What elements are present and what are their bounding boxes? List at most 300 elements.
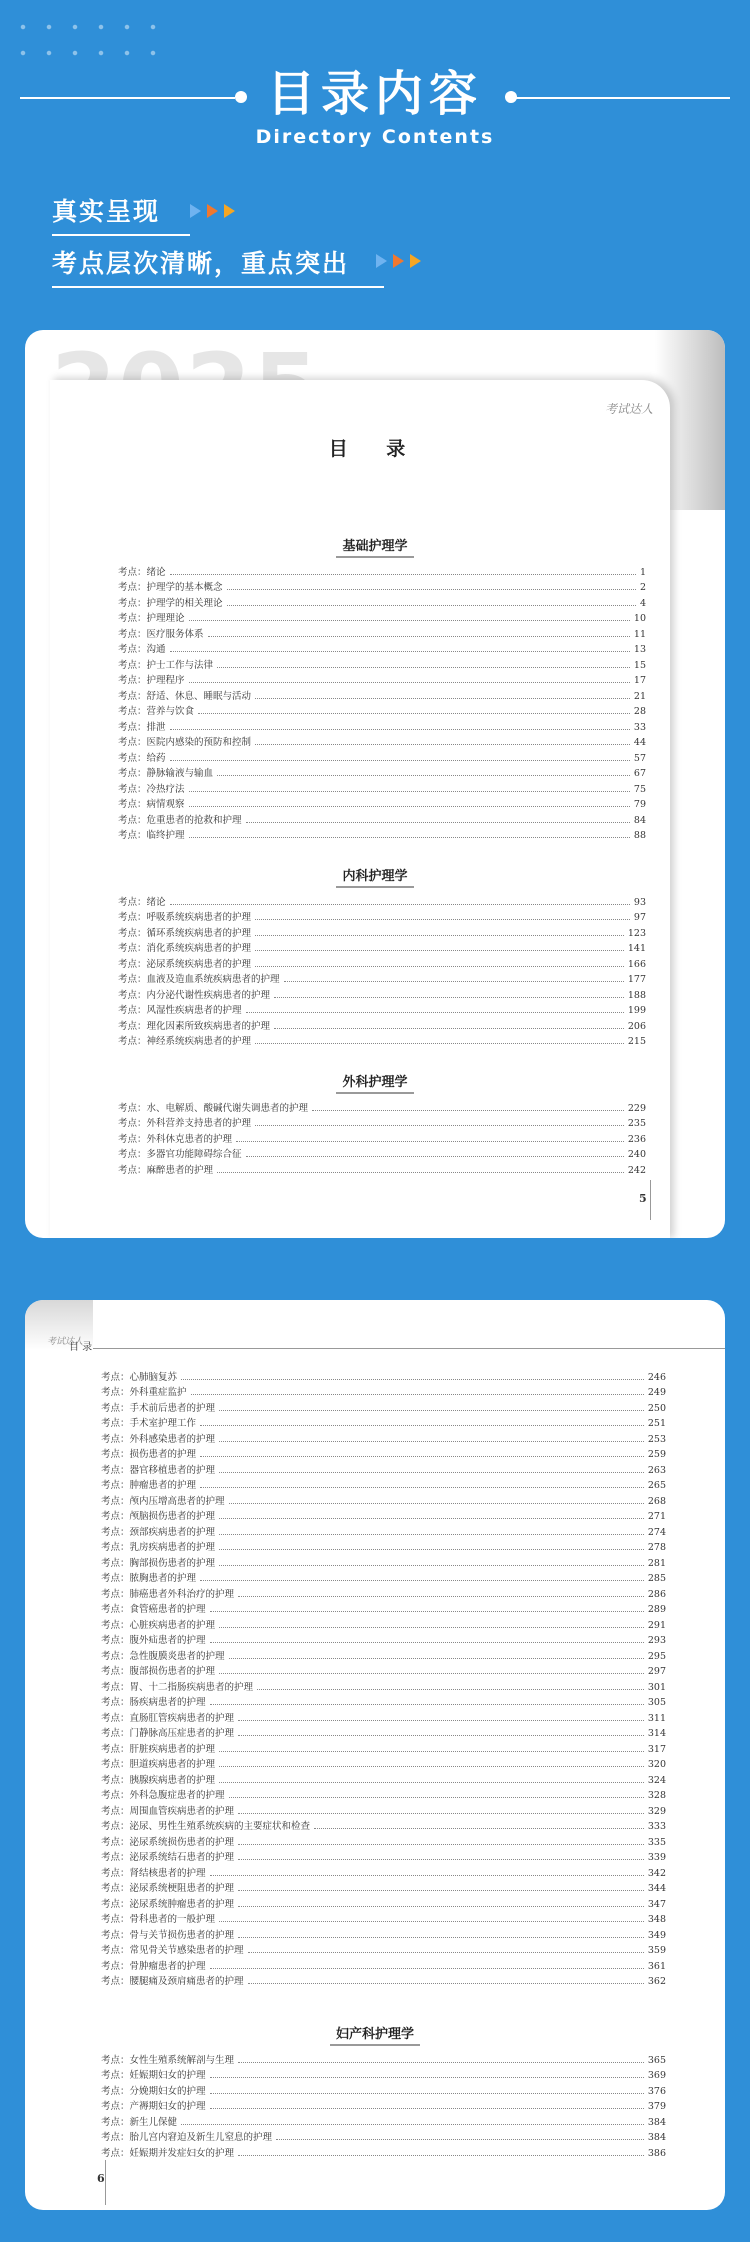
toc-entry-title: 病情观察 xyxy=(146,799,185,810)
toc-entry xyxy=(118,748,646,764)
toc-entry-page: 2 xyxy=(639,582,646,593)
toc-entry-page: 263 xyxy=(647,1464,666,1476)
toc-entry-prefix: 考点： xyxy=(101,1929,130,1941)
toc-entry-title: 外科营养支持患者的护理 xyxy=(146,1118,252,1129)
toc-list xyxy=(101,1367,666,1987)
dot-leader xyxy=(181,2124,644,2125)
toc-entry xyxy=(118,810,646,826)
dot-leader xyxy=(170,760,630,761)
dot-leader xyxy=(219,1565,644,1566)
toc-entry-prefix: 考点： xyxy=(101,1480,130,1491)
tag-1 xyxy=(52,192,160,228)
dot-leader xyxy=(238,1813,644,1814)
toc-entry-prefix: 考点： xyxy=(101,1976,130,1987)
page-title: 目录内容 xyxy=(266,66,483,122)
toc-entry-title: 给药 xyxy=(146,752,166,764)
toc-entry-page: 278 xyxy=(647,1542,666,1553)
toc-entry xyxy=(101,1460,666,1476)
toc-entry-prefix: 考点： xyxy=(101,1960,130,1972)
toc-entry-page: 305 xyxy=(647,1697,666,1708)
dot-leader xyxy=(238,2062,644,2063)
toc-entry xyxy=(101,1724,666,1740)
section-title: 外科护理学 xyxy=(25,1071,725,1090)
toc-entry-page: 57 xyxy=(633,752,646,764)
toc-entry-prefix: 考点： xyxy=(101,2070,130,2081)
toc-entry-title: 肾结核患者的护理 xyxy=(129,1867,206,1879)
toc-entry xyxy=(101,1801,666,1817)
toc-entry-title: 骨科患者的一般护理 xyxy=(129,1914,216,1925)
dot-leader xyxy=(200,1580,644,1581)
toc-list xyxy=(118,1098,646,1176)
toc-entry xyxy=(101,1507,666,1523)
dot-leader xyxy=(255,698,630,699)
toc-entry-page: 301 xyxy=(647,1681,666,1693)
toc-entry-prefix: 考点： xyxy=(118,737,147,748)
toc-entry-title: 骨与关节损伤患者的护理 xyxy=(129,1929,235,1941)
toc-entry-page: 386 xyxy=(647,2147,666,2159)
toc-entry-page: 384 xyxy=(647,2116,666,2128)
arrow-icon xyxy=(224,204,235,218)
toc-entry-page: 320 xyxy=(647,1759,666,1770)
toc-entry xyxy=(101,1941,666,1957)
toc-entry xyxy=(101,1414,666,1430)
dot-leader xyxy=(200,1456,644,1457)
toc-entry-page: 361 xyxy=(647,1960,666,1972)
toc-entry xyxy=(118,954,646,970)
toc-entry-title: 外科感染患者的护理 xyxy=(129,1433,216,1445)
toc-entry-prefix: 考点： xyxy=(101,1526,130,1538)
toc-entry-page: 384 xyxy=(647,2132,666,2143)
toc-entry-title: 心肺脑复苏 xyxy=(129,1371,178,1383)
toc-entry xyxy=(101,2097,666,2113)
toc-entry-prefix: 考点： xyxy=(118,582,147,593)
toc-entry-title: 骨肿瘤患者的护理 xyxy=(129,1960,206,1972)
toc-entry-title: 门静脉高压症患者的护理 xyxy=(129,1728,235,1739)
toc-entry-page: 199 xyxy=(627,1005,646,1016)
toc-entry xyxy=(101,1569,666,1585)
toc-entry xyxy=(118,717,646,733)
dot-leader xyxy=(217,1172,624,1173)
dot-leader xyxy=(210,1968,644,1969)
toc-entry xyxy=(118,1114,646,1130)
toc-entry-prefix: 考点： xyxy=(118,659,147,671)
toc-entry-page: 293 xyxy=(647,1635,666,1646)
toc-entry-title: 手术前后患者的护理 xyxy=(129,1402,216,1414)
toc-entry-page: 236 xyxy=(627,1133,646,1145)
toc-entry-prefix: 考点： xyxy=(101,1914,130,1925)
dot-leader xyxy=(170,574,636,575)
toc-entry-prefix: 考点： xyxy=(101,1898,130,1910)
toc-entry-title: 泌尿、男性生殖系统疾病的主要症状和检查 xyxy=(129,1821,311,1832)
page-rule xyxy=(650,1180,651,1220)
toc-entry-title: 肿瘤患者的护理 xyxy=(129,1480,197,1491)
toc-entry-prefix: 考点： xyxy=(101,1790,130,1801)
dot-leader xyxy=(257,1689,644,1690)
toc-entry-title: 胸部损伤患者的护理 xyxy=(129,1557,216,1569)
section-title: 妇产科护理学 xyxy=(25,2023,725,2042)
toc-entry xyxy=(101,1398,666,1414)
toc-entry xyxy=(118,671,646,687)
toc-entry-page: 359 xyxy=(647,1945,666,1956)
toc-entry-title: 医疗服务体系 xyxy=(146,628,204,640)
dot-leader xyxy=(189,682,630,683)
toc-entry-prefix: 考点： xyxy=(101,1681,130,1693)
running-head: 目 录 xyxy=(69,1342,93,1353)
toc-entry-prefix: 考点： xyxy=(118,830,147,841)
dot-leader xyxy=(248,1983,644,1984)
toc-entry-title: 水、电解质、酸碱代谢失调患者的护理 xyxy=(146,1102,309,1114)
toc-entry-prefix: 考点： xyxy=(101,1666,130,1677)
tag-2-label: 考点层次清晰，重点突出 xyxy=(52,249,350,278)
tag-1-arrows xyxy=(190,204,235,218)
toc-entry-page: 285 xyxy=(647,1573,666,1584)
toc-entry-prefix: 考点： xyxy=(118,1164,147,1176)
toc-entry xyxy=(118,970,646,986)
toc-entry xyxy=(101,1600,666,1616)
toc-entry-prefix: 考点： xyxy=(101,1774,130,1786)
toc-entry-page: 206 xyxy=(627,1020,646,1032)
toc-entry-title: 泌尿系统结石患者的护理 xyxy=(129,1852,235,1863)
toc-entry-prefix: 考点： xyxy=(118,644,147,655)
toc-entry-page: 240 xyxy=(627,1149,646,1160)
toc-entry-title: 食管癌患者的护理 xyxy=(129,1604,206,1615)
toc-entry-title: 产褥期妇女的护理 xyxy=(129,2101,206,2112)
dot-leader xyxy=(219,1627,644,1628)
toc-entry-prefix: 考点： xyxy=(101,1573,130,1584)
arrow-icon xyxy=(393,254,404,268)
toc-entry-title: 呼吸系统疾病患者的护理 xyxy=(146,912,252,923)
toc-entry-title: 危重患者的抢救和护理 xyxy=(146,814,242,826)
toc-entry-title: 新生儿保健 xyxy=(129,2116,178,2128)
toc-entry-page: 93 xyxy=(633,896,646,908)
toc-entry-title: 临终护理 xyxy=(146,830,185,841)
toc-entry xyxy=(101,1631,666,1647)
toc-entry-page: 177 xyxy=(627,974,646,985)
toc-entry xyxy=(101,1770,666,1786)
toc-entry-prefix: 考点： xyxy=(101,1511,130,1522)
toc-entry xyxy=(118,923,646,939)
toc-entry-page: 328 xyxy=(647,1790,666,1801)
toc-entry-page: 17 xyxy=(633,675,646,686)
toc-entry-title: 绪论 xyxy=(146,566,166,578)
toc-entry-prefix: 考点： xyxy=(118,613,147,624)
dot-leader xyxy=(238,1937,644,1938)
toc-entry-prefix: 考点： xyxy=(118,675,147,686)
toc-entry-page: 44 xyxy=(633,737,646,748)
toc-entry-prefix: 考点： xyxy=(118,1005,147,1016)
toc-entry-title: 舒适、休息、睡眠与活动 xyxy=(146,690,252,702)
toc-entry xyxy=(101,1817,666,1833)
toc-entry-prefix: 考点： xyxy=(101,2101,130,2112)
toc-entry xyxy=(118,609,646,625)
dot-leader xyxy=(170,904,630,905)
toc-entry xyxy=(101,1476,666,1492)
dot-leader xyxy=(170,651,630,652)
dot-leader xyxy=(238,1859,644,1860)
toc-entry-page: 286 xyxy=(647,1588,666,1600)
toc-entry-prefix: 考点： xyxy=(118,706,147,717)
toc-entry-page: 28 xyxy=(633,706,646,717)
toc-entry-title: 妊娠期并发症妇女的护理 xyxy=(129,2147,235,2159)
toc-entry xyxy=(118,1001,646,1017)
toc-entry-page: 362 xyxy=(647,1976,666,1987)
dot-leader xyxy=(189,620,630,621)
dot-leader xyxy=(210,1875,644,1876)
toc-entry-prefix: 考点： xyxy=(118,1036,147,1047)
toc-entry-title: 理化因素所致疾病患者的护理 xyxy=(146,1020,271,1032)
dot-leader xyxy=(227,589,636,590)
toc-entry-title: 乳房疾病患者的护理 xyxy=(129,1542,216,1553)
dot-leader xyxy=(189,806,630,807)
toc-entry xyxy=(101,1879,666,1895)
toc-entry xyxy=(101,2143,666,2159)
toc-entry-title: 沟通 xyxy=(146,644,166,655)
toc-entry-page: 10 xyxy=(633,613,646,624)
toc-entry-prefix: 考点： xyxy=(118,1133,147,1145)
section-title: 内科护理学 xyxy=(25,865,725,884)
dot-leader xyxy=(238,1735,644,1736)
toc-entry-title: 泌尿系统肿瘤患者的护理 xyxy=(129,1898,235,1910)
toc-entry-prefix: 考点： xyxy=(118,768,147,779)
toc-entry xyxy=(118,985,646,1001)
toc-entry xyxy=(101,2081,666,2097)
arrow-icon xyxy=(207,204,218,218)
toc-entry-title: 神经系统疾病患者的护理 xyxy=(146,1036,252,1047)
toc-entry xyxy=(118,593,646,609)
toc-entry xyxy=(118,733,646,749)
toc-list xyxy=(118,562,646,841)
toc-entry-prefix: 考点： xyxy=(101,1557,130,1569)
toc-entry-title: 颅脑损伤患者的护理 xyxy=(129,1511,216,1522)
toc-entry xyxy=(101,1693,666,1709)
toc-entry xyxy=(101,1848,666,1864)
dot-leader xyxy=(198,713,630,714)
toc-entry-page: 317 xyxy=(647,1743,666,1755)
toc-entry-prefix: 考点： xyxy=(118,974,147,985)
dot-leader xyxy=(219,1534,644,1535)
toc-entry-prefix: 考点： xyxy=(101,1371,130,1383)
dot-leader xyxy=(248,1952,644,1953)
toc-entry-title: 手术室护理工作 xyxy=(129,1418,197,1429)
toc-entry-prefix: 考点： xyxy=(118,597,147,609)
toc-entry xyxy=(101,1910,666,1926)
dot-leader xyxy=(238,1844,644,1845)
toc-entry-prefix: 考点： xyxy=(101,1836,130,1848)
toc-entry xyxy=(101,1755,666,1771)
toc-entry-prefix: 考点： xyxy=(118,814,147,826)
toc-entry-title: 风湿性疾病患者的护理 xyxy=(146,1005,242,1016)
toc-entry-page: 379 xyxy=(647,2101,666,2112)
dot-leader xyxy=(246,822,630,823)
toc-entry-page: 311 xyxy=(647,1712,666,1724)
dot-leader xyxy=(219,1472,644,1473)
tag-2-arrows xyxy=(376,254,421,268)
toc-entry-prefix: 考点： xyxy=(101,1495,130,1507)
toc-entry xyxy=(101,1786,666,1802)
toc-entry xyxy=(118,779,646,795)
toc-entry-page: 13 xyxy=(633,644,646,655)
toc-entry xyxy=(101,2128,666,2144)
toc-entry-title: 女性生殖系统解剖与生理 xyxy=(129,2054,235,2066)
toc-entry-title: 胆道疾病患者的护理 xyxy=(129,1759,216,1770)
toc-entry-title: 护理学的相关理论 xyxy=(146,597,223,609)
toc-entry xyxy=(101,1429,666,1445)
dot-leader xyxy=(210,1704,644,1705)
toc-entry-page: 295 xyxy=(647,1650,666,1662)
brand-logo: 考试达人 xyxy=(605,402,654,416)
toc-entry-prefix: 考点： xyxy=(101,1588,130,1600)
dot-leader xyxy=(219,1766,644,1767)
dot-leader xyxy=(238,1890,644,1891)
toc-entry xyxy=(101,1956,666,1972)
toc-entry-prefix: 考点： xyxy=(118,896,147,908)
toc-entry-prefix: 考点： xyxy=(118,783,147,795)
dot-leader xyxy=(219,1751,644,1752)
toc-entry-prefix: 考点： xyxy=(118,1118,147,1129)
toc-entry-page: 229 xyxy=(627,1102,646,1114)
brand-logo: 考试达人 xyxy=(47,1337,84,1347)
toc-entry-title: 心脏疾病患者的护理 xyxy=(129,1619,216,1631)
toc-entry xyxy=(101,1367,666,1383)
toc-entry-prefix: 考点： xyxy=(101,1604,130,1615)
toc-entry-page: 324 xyxy=(647,1774,666,1786)
toc-entry-prefix: 考点： xyxy=(101,1464,130,1476)
toc-entry-page: 342 xyxy=(647,1867,666,1879)
toc-entry-title: 急性腹膜炎患者的护理 xyxy=(129,1650,225,1662)
dot-leader xyxy=(246,1156,624,1157)
arrow-icon xyxy=(410,254,421,268)
toc-entry-title: 周围血管疾病患者的护理 xyxy=(129,1805,235,1817)
dot-leader xyxy=(219,1441,644,1442)
dot-leader xyxy=(217,775,630,776)
toc-entry xyxy=(118,764,646,780)
dot-leader xyxy=(219,1410,644,1411)
dot-leader xyxy=(229,1797,644,1798)
dot-leader xyxy=(200,1487,644,1488)
toc-entry-page: 333 xyxy=(647,1821,666,1832)
dot-leader xyxy=(284,981,624,982)
section-title: 基础护理学 xyxy=(25,535,725,554)
toc-list xyxy=(101,2050,666,2159)
toc-entry-page: 291 xyxy=(647,1619,666,1631)
toc-entry-page: 253 xyxy=(647,1433,666,1445)
toc-entry-prefix: 考点： xyxy=(118,1149,147,1160)
toc-entry-prefix: 考点： xyxy=(101,1759,130,1770)
toc-entry xyxy=(101,1522,666,1538)
toc-entry-title: 器官移植患者的护理 xyxy=(129,1464,216,1476)
dot-leader xyxy=(189,837,630,838)
toc-entry-title: 颅内压增高患者的护理 xyxy=(129,1495,225,1507)
dot-leader xyxy=(208,636,630,637)
dot-leader xyxy=(210,1611,644,1612)
dot-leader xyxy=(312,1110,624,1111)
dot-leader xyxy=(210,1642,644,1643)
dot-leader xyxy=(189,791,630,792)
toc-entry xyxy=(118,1016,646,1032)
dot-leader xyxy=(219,1549,644,1550)
toc-entry-page: 33 xyxy=(633,721,646,733)
toc-entry xyxy=(118,795,646,811)
dot-leader xyxy=(274,1028,624,1029)
toc-entry-prefix: 考点： xyxy=(101,1650,130,1662)
dot-leader xyxy=(170,729,630,730)
toc-entry-page: 84 xyxy=(633,814,646,826)
toc-entry-title: 护士工作与法律 xyxy=(146,659,214,671)
page-number: 6 xyxy=(97,2172,105,2185)
toc-entry xyxy=(118,826,646,842)
toc-entry-title: 胎儿宫内窘迫及新生儿窒息的护理 xyxy=(129,2132,273,2143)
dot-leader xyxy=(227,605,636,606)
toc-entry-prefix: 考点： xyxy=(101,1728,130,1739)
toc-entry-page: 97 xyxy=(633,912,646,923)
toc-entry xyxy=(101,1491,666,1507)
toc-entry-page: 281 xyxy=(647,1557,666,1569)
toc-entry-title: 胰腺疾病患者的护理 xyxy=(129,1774,216,1786)
toc-entry-title: 肝脏疾病患者的护理 xyxy=(129,1743,216,1755)
tag-1-label: 真实呈现 xyxy=(52,197,161,226)
toc-entry-title: 泌尿系统疾病患者的护理 xyxy=(146,958,252,970)
toc-entry-title: 麻醉患者的护理 xyxy=(146,1164,214,1176)
toc-entry-page: 188 xyxy=(627,989,646,1001)
toc-entry-page: 15 xyxy=(633,659,646,671)
toc-entry-page: 246 xyxy=(647,1371,666,1383)
toc-entry-page: 166 xyxy=(627,958,646,970)
toc-entry-page: 250 xyxy=(647,1402,666,1414)
toc-entry xyxy=(118,892,646,908)
toc-entry-title: 消化系统疾病患者的护理 xyxy=(146,943,252,954)
toc-entry-title: 胃、十二指肠疾病患者的护理 xyxy=(129,1681,254,1693)
toc-entry-page: 215 xyxy=(627,1036,646,1047)
dot-leader xyxy=(255,1125,624,1126)
arrow-icon xyxy=(376,254,387,268)
toc-entry xyxy=(101,1677,666,1693)
toc-entry-prefix: 考点： xyxy=(101,1743,130,1755)
dot-leader xyxy=(219,1673,644,1674)
toc-entry-title: 脓胸患者的护理 xyxy=(129,1573,197,1584)
dot-leader xyxy=(229,1658,644,1659)
toc-entry-prefix: 考点： xyxy=(101,2116,130,2128)
dot-leader xyxy=(238,1906,644,1907)
toc-entry xyxy=(118,686,646,702)
toc-entry xyxy=(101,2066,666,2082)
toc-entry xyxy=(101,1646,666,1662)
toc-entry-title: 医院内感染的预防和控制 xyxy=(146,737,252,748)
toc-entry-title: 循环系统疾病患者的护理 xyxy=(146,927,252,939)
toc-entry-prefix: 考点： xyxy=(101,1852,130,1863)
toc-entry-page: 289 xyxy=(647,1604,666,1615)
toc-entry-page: 347 xyxy=(647,1898,666,1910)
toc-entry xyxy=(118,1129,646,1145)
toc-entry-prefix: 考点： xyxy=(101,2085,130,2097)
toc-entry xyxy=(101,1445,666,1461)
toc-entry-title: 冷热疗法 xyxy=(146,783,185,795)
toc-entry-page: 21 xyxy=(633,690,646,702)
toc-entry xyxy=(101,1972,666,1988)
arrow-icon xyxy=(190,204,201,218)
dot-leader xyxy=(200,1425,644,1426)
tag-2 xyxy=(52,244,349,280)
toc-entry xyxy=(118,939,646,955)
dot-leader xyxy=(210,2093,644,2094)
toc-entry xyxy=(101,1739,666,1755)
toc-entry-title: 血液及造血系统疾病患者的护理 xyxy=(146,974,280,985)
toc-entry xyxy=(101,1584,666,1600)
toc-entry-prefix: 考点： xyxy=(101,2132,130,2143)
toc-entry xyxy=(101,1383,666,1399)
toc-entry-prefix: 考点： xyxy=(118,927,147,939)
toc-entry-title: 护理理论 xyxy=(146,613,185,624)
toc-entry-page: 271 xyxy=(647,1511,666,1522)
